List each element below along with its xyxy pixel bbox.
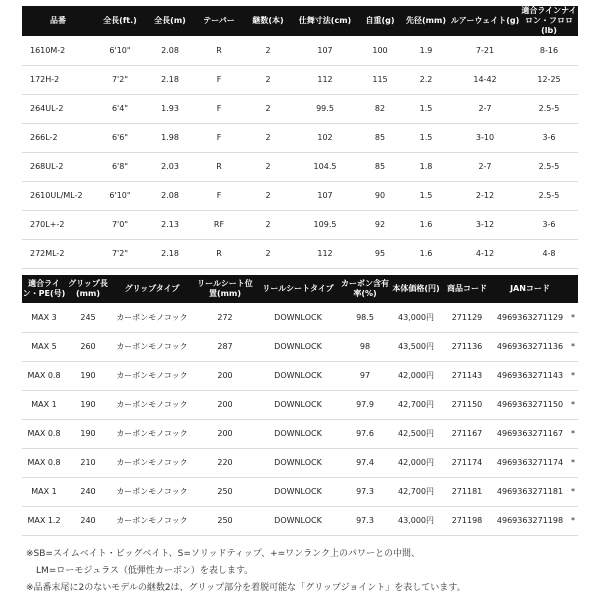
- grip-cell: 97.9: [340, 390, 390, 419]
- grip-cell: 97.3: [340, 477, 390, 506]
- grip-header-cell: 本体価格(円): [390, 275, 442, 303]
- spec-cell: 2.08: [146, 181, 194, 210]
- spec-cell: 2.5-5: [520, 152, 578, 181]
- grip-row: [22, 506, 578, 535]
- spec-cell: 2: [244, 65, 292, 94]
- spec-cell: 90: [358, 181, 402, 210]
- grip-cell: 190: [66, 419, 110, 448]
- grip-row: [22, 448, 578, 477]
- spec-cell: RF: [194, 210, 244, 239]
- grip-cell: 4969363271143: [492, 361, 568, 390]
- grip-cell: 42,000円: [390, 361, 442, 390]
- grip-cell: MAX 5: [22, 332, 66, 361]
- grip-cell: カーボンモノコック: [110, 448, 194, 477]
- spec-cell: 1.5: [402, 181, 450, 210]
- spec-cell: 6'10": [94, 36, 146, 65]
- spec-table: [22, 6, 578, 269]
- grip-cell: 271198: [442, 506, 492, 535]
- grip-cell: 98: [340, 332, 390, 361]
- grip-cell: 97.6: [340, 419, 390, 448]
- spec-cell: 7'2": [94, 65, 146, 94]
- grip-cell: 97.4: [340, 448, 390, 477]
- spec-row: [22, 239, 578, 268]
- spec-cell: 92: [358, 210, 402, 239]
- grip-cell: 4969363271181: [492, 477, 568, 506]
- grip-header-cell: リールシートタイプ: [256, 275, 340, 303]
- spec-row: [22, 152, 578, 181]
- spec-cell: 112: [292, 239, 358, 268]
- spec-cell: 100: [358, 36, 402, 65]
- grip-cell: 4969363271167: [492, 419, 568, 448]
- grip-cell: 260: [66, 332, 110, 361]
- grip-cell: 190: [66, 390, 110, 419]
- spec-cell: 2: [244, 152, 292, 181]
- grip-cell: *: [568, 332, 578, 361]
- spec-cell: 82: [358, 94, 402, 123]
- grip-cell: 271181: [442, 477, 492, 506]
- spec-cell: 4-8: [520, 239, 578, 268]
- spec-cell: 1.93: [146, 94, 194, 123]
- footnote-line: ※品番末尾に2のないモデルの継数2は、グリップ部分を着脱可能な「グリップジョイント」を表しています。: [26, 583, 466, 593]
- grip-cell: 240: [66, 506, 110, 535]
- spec-cell: 1.6: [402, 239, 450, 268]
- spec-header-cell: 全長(ft.): [94, 6, 146, 36]
- spec-cell: 6'4": [94, 94, 146, 123]
- grip-header-cell: カーボン含有率(%): [340, 275, 390, 303]
- grip-cell: 43,000円: [390, 303, 442, 332]
- spec-cell: 270L+-2: [22, 210, 94, 239]
- grip-cell: 43,500円: [390, 332, 442, 361]
- grip-header-cell: 適合ライン・PE(号): [22, 275, 66, 303]
- spec-header-cell: ルアーウェイト(g): [450, 6, 520, 36]
- grip-row: [22, 303, 578, 332]
- spec-cell: 3-12: [450, 210, 520, 239]
- grip-cell: 4969363271150: [492, 390, 568, 419]
- grip-row: [22, 477, 578, 506]
- spec-cell: 2.5-5: [520, 181, 578, 210]
- spec-row: [22, 94, 578, 123]
- grip-cell: DOWNLOCK: [256, 390, 340, 419]
- spec-cell: 2: [244, 36, 292, 65]
- grip-cell: *: [568, 477, 578, 506]
- grip-cell: *: [568, 303, 578, 332]
- spec-cell: 2-7: [450, 152, 520, 181]
- grip-body: [22, 303, 578, 535]
- grip-cell: 271143: [442, 361, 492, 390]
- grip-cell: 200: [194, 361, 256, 390]
- grip-cell: カーボンモノコック: [110, 477, 194, 506]
- spec-cell: 115: [358, 65, 402, 94]
- grip-cell: 271150: [442, 390, 492, 419]
- spec-cell: R: [194, 36, 244, 65]
- grip-cell: DOWNLOCK: [256, 361, 340, 390]
- spec-cell: 2: [244, 210, 292, 239]
- spec-cell: F: [194, 123, 244, 152]
- grip-cell: MAX 1: [22, 477, 66, 506]
- grip-header-row: [22, 275, 578, 303]
- grip-cell: 97.3: [340, 506, 390, 535]
- grip-cell: カーボンモノコック: [110, 506, 194, 535]
- grip-cell: 42,700円: [390, 477, 442, 506]
- spec-cell: 107: [292, 36, 358, 65]
- grip-row: [22, 390, 578, 419]
- spec-cell: 7'0": [94, 210, 146, 239]
- spec-cell: 2610UL/ML-2: [22, 181, 94, 210]
- grip-cell: DOWNLOCK: [256, 448, 340, 477]
- grip-cell: MAX 1.2: [22, 506, 66, 535]
- footnote-line: LM=ローモジュラス（低弾性カーボン）を表します。: [36, 566, 254, 576]
- spec-cell: 99.5: [292, 94, 358, 123]
- grip-cell: 4969363271198: [492, 506, 568, 535]
- spec-cell: R: [194, 239, 244, 268]
- grip-cell: カーボンモノコック: [110, 361, 194, 390]
- grip-cell: *: [568, 448, 578, 477]
- grip-cell: MAX 0.8: [22, 361, 66, 390]
- grip-header-cell: [568, 275, 578, 303]
- spec-cell: 272ML-2: [22, 239, 94, 268]
- spec-header-row: [22, 6, 578, 36]
- spec-cell: 2.18: [146, 65, 194, 94]
- spec-cell: 172H-2: [22, 65, 94, 94]
- grip-cell: 42,500円: [390, 419, 442, 448]
- spec-cell: F: [194, 94, 244, 123]
- spec-header-cell: 全長(m): [146, 6, 194, 36]
- spec-row: [22, 210, 578, 239]
- spec-cell: 6'10": [94, 181, 146, 210]
- spec-row: [22, 181, 578, 210]
- grip-cell: カーボンモノコック: [110, 419, 194, 448]
- grip-cell: 240: [66, 477, 110, 506]
- spec-cell: 1.9: [402, 36, 450, 65]
- grip-cell: DOWNLOCK: [256, 477, 340, 506]
- spec-header-cell: テーパー: [194, 6, 244, 36]
- spec-cell: 8-16: [520, 36, 578, 65]
- grip-cell: DOWNLOCK: [256, 332, 340, 361]
- grip-cell: 271129: [442, 303, 492, 332]
- spec-row: [22, 36, 578, 65]
- grip-cell: 4969363271129: [492, 303, 568, 332]
- spec-row: [22, 123, 578, 152]
- spec-header-cell: 先径(mm): [402, 6, 450, 36]
- spec-cell: 14-42: [450, 65, 520, 94]
- grip-cell: 271167: [442, 419, 492, 448]
- spec-row: [22, 65, 578, 94]
- spec-header-cell: 自重(g): [358, 6, 402, 36]
- spec-cell: 2.2: [402, 65, 450, 94]
- footnotes: [26, 546, 586, 597]
- grip-cell: MAX 3: [22, 303, 66, 332]
- grip-table: [22, 275, 578, 536]
- grip-header-cell: グリップ長(mm): [66, 275, 110, 303]
- spec-body: [22, 36, 578, 268]
- grip-cell: 220: [194, 448, 256, 477]
- spec-cell: 1.5: [402, 123, 450, 152]
- grip-cell: 200: [194, 419, 256, 448]
- grip-cell: 271174: [442, 448, 492, 477]
- grip-cell: 287: [194, 332, 256, 361]
- spec-cell: 85: [358, 123, 402, 152]
- spec-cell: 2.03: [146, 152, 194, 181]
- spec-cell: 1610M-2: [22, 36, 94, 65]
- grip-row: [22, 361, 578, 390]
- grip-cell: 98.5: [340, 303, 390, 332]
- spec-cell: 6'6": [94, 123, 146, 152]
- spec-cell: 3-10: [450, 123, 520, 152]
- spec-cell: 2: [244, 181, 292, 210]
- grip-cell: DOWNLOCK: [256, 419, 340, 448]
- grip-header-cell: 商品コード: [442, 275, 492, 303]
- spec-cell: 2.08: [146, 36, 194, 65]
- grip-cell: *: [568, 390, 578, 419]
- spec-cell: 112: [292, 65, 358, 94]
- spec-cell: 3-6: [520, 123, 578, 152]
- grip-cell: 210: [66, 448, 110, 477]
- grip-header-cell: リールシート位置(mm): [194, 275, 256, 303]
- spec-cell: 95: [358, 239, 402, 268]
- grip-cell: カーボンモノコック: [110, 332, 194, 361]
- spec-cell: 109.5: [292, 210, 358, 239]
- spec-cell: 85: [358, 152, 402, 181]
- grip-cell: DOWNLOCK: [256, 303, 340, 332]
- spec-cell: 7'2": [94, 239, 146, 268]
- grip-cell: 190: [66, 361, 110, 390]
- grip-cell: 250: [194, 506, 256, 535]
- grip-cell: 42,700円: [390, 390, 442, 419]
- spec-cell: 102: [292, 123, 358, 152]
- spec-cell: 7-21: [450, 36, 520, 65]
- spec-cell: 3-6: [520, 210, 578, 239]
- grip-cell: DOWNLOCK: [256, 506, 340, 535]
- grip-row: [22, 332, 578, 361]
- grip-header-cell: グリップタイプ: [110, 275, 194, 303]
- grip-cell: *: [568, 506, 578, 535]
- spec-cell: 1.6: [402, 210, 450, 239]
- grip-cell: 97: [340, 361, 390, 390]
- spec-cell: F: [194, 65, 244, 94]
- spec-cell: 6'8": [94, 152, 146, 181]
- grip-cell: 250: [194, 477, 256, 506]
- spec-cell: 104.5: [292, 152, 358, 181]
- spec-cell: 1.98: [146, 123, 194, 152]
- spec-cell: 264UL-2: [22, 94, 94, 123]
- spec-cell: 2-7: [450, 94, 520, 123]
- grip-cell: カーボンモノコック: [110, 303, 194, 332]
- grip-cell: 271136: [442, 332, 492, 361]
- grip-cell: 42,000円: [390, 448, 442, 477]
- spec-cell: 2: [244, 94, 292, 123]
- spec-header-cell: 仕舞寸法(cm): [292, 6, 358, 36]
- grip-cell: 245: [66, 303, 110, 332]
- grip-row: [22, 419, 578, 448]
- footnote-line: ※SB=スイムベイト・ビッグベイト、S=ソリッドティップ、+=ワンランク上のパワーとの中間、: [26, 549, 420, 559]
- spec-header-cell: 適合ラインナイロン・フロロ(lb): [521, 6, 577, 35]
- spec-cell: 1.8: [402, 152, 450, 181]
- grip-cell: カーボンモノコック: [110, 390, 194, 419]
- spec-cell: 107: [292, 181, 358, 210]
- spec-cell: 1.5: [402, 94, 450, 123]
- grip-cell: MAX 1: [22, 390, 66, 419]
- spec-cell: 2.5-5: [520, 94, 578, 123]
- spec-cell: 268UL-2: [22, 152, 94, 181]
- spec-cell: 266L-2: [22, 123, 94, 152]
- grip-cell: 4969363271136: [492, 332, 568, 361]
- spec-cell: 2-12: [450, 181, 520, 210]
- grip-cell: 4969363271174: [492, 448, 568, 477]
- spec-cell: 2: [244, 239, 292, 268]
- grip-cell: 43,000円: [390, 506, 442, 535]
- spec-cell: 12-25: [520, 65, 578, 94]
- grip-cell: 272: [194, 303, 256, 332]
- spec-cell: 2.13: [146, 210, 194, 239]
- grip-header-cell: JANコード: [492, 275, 568, 303]
- grip-cell: *: [568, 361, 578, 390]
- grip-cell: MAX 0.8: [22, 419, 66, 448]
- grip-cell: *: [568, 419, 578, 448]
- spec-header-cell: 品番: [22, 6, 94, 36]
- spec-cell: 2: [244, 123, 292, 152]
- spec-cell: R: [194, 152, 244, 181]
- grip-cell: MAX 0.8: [22, 448, 66, 477]
- spec-header-cell: 継数(本): [244, 6, 292, 36]
- spec-cell: F: [194, 181, 244, 210]
- spec-cell: 2.18: [146, 239, 194, 268]
- grip-cell: 200: [194, 390, 256, 419]
- spec-cell: 4-12: [450, 239, 520, 268]
